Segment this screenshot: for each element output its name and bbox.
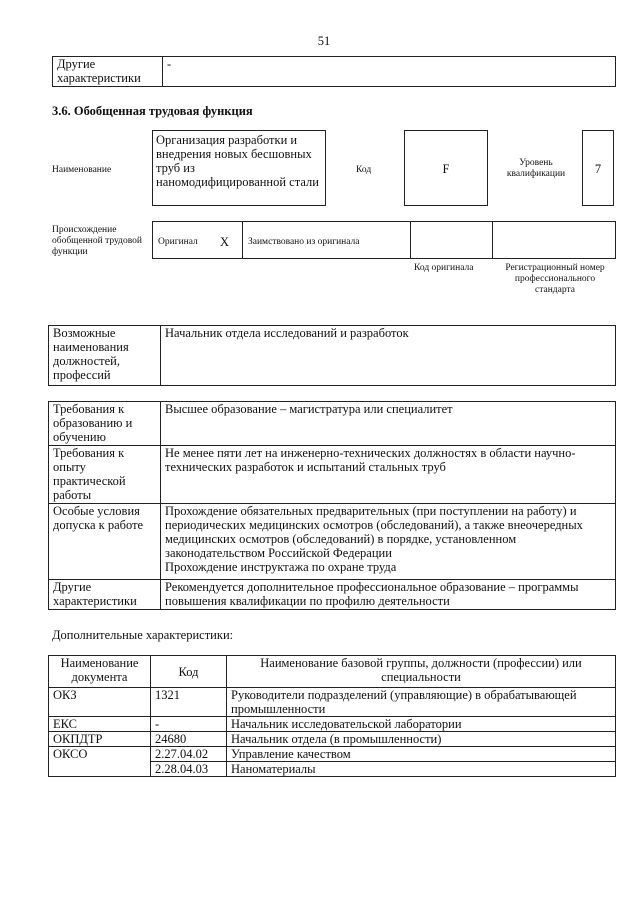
req-label: Особые условия допуска к работе — [49, 504, 161, 580]
table-row — [49, 732, 616, 747]
cell-document: ОКПДТР — [49, 732, 151, 747]
cell-name: Начальник исследовательской лаборатории — [227, 717, 616, 732]
req-value: Прохождение обязательных предварительных (при поступлении на работу) и периодических медицинских осмотров (обследований), а также внеочередных медицинских осмотров (обследований) в порядке, установленном законодательством Российской Федерации — [165, 504, 583, 560]
top-characteristics-table — [52, 56, 616, 87]
section-title: 3.6. Обобщенная трудовая функция — [52, 104, 253, 118]
table-row — [49, 580, 616, 610]
table-row — [49, 446, 616, 504]
req-value-cell — [161, 504, 616, 580]
req-label: Требования к опыту практической работы — [49, 446, 161, 504]
borrowed-label: Заимствовано из оригинала — [248, 237, 360, 247]
cell-document: ОКСО — [49, 747, 151, 777]
requirements-table — [48, 401, 616, 610]
additional-table — [48, 655, 616, 777]
table-row — [49, 747, 616, 762]
cell-code: 2.28.04.03 — [151, 762, 227, 777]
name-label: Наименование — [52, 165, 112, 175]
table-row — [49, 688, 616, 717]
level-label: Уровень квалификации — [506, 158, 566, 179]
req-value: Не менее пяти лет на инженерно-технических должностях в области научно-технических разработок и испытаний стальных труб — [161, 446, 616, 504]
positions-value: Начальник отдела исследований и разработок — [161, 326, 616, 386]
req-label: Другие характеристики — [49, 580, 161, 610]
origin-label: Происхождение обобщенной трудовой функции — [52, 225, 142, 257]
col-header-document: Наименование документа — [49, 656, 151, 688]
level-value: 7 — [594, 162, 602, 176]
code-label: Код — [356, 165, 372, 175]
cell-name: Руководители подразделений (управляющие) в обрабатывающей промышленности — [227, 688, 616, 717]
table-row — [49, 504, 616, 580]
cell-code: 2.27.04.02 — [151, 747, 227, 762]
table-row — [49, 717, 616, 732]
cell-document: ОКЗ — [49, 688, 151, 717]
additional-title: Дополнительные характеристики: — [52, 628, 234, 642]
col-header-code: Код — [151, 656, 227, 688]
cell-code: 24680 — [151, 732, 227, 747]
req-value: Рекомендуется дополнительное профессиональное образование – программы повышения квалификации по профилю деятельности — [161, 580, 616, 610]
code-original-caption: Код оригинала — [414, 263, 474, 273]
cell-name: Начальник отдела (в промышленности) — [227, 732, 616, 747]
cell-name: Наноматериалы — [227, 762, 616, 777]
code-value: F — [442, 162, 450, 176]
table-row — [49, 402, 616, 446]
top-characteristics-label: Другие характеристики — [53, 57, 163, 87]
req-value: Высшее образование – магистратура или специалитет — [161, 402, 616, 446]
top-characteristics-value: - — [163, 57, 616, 87]
reg-number-caption: Регистрационный номер профессионального стандарта — [505, 263, 605, 295]
req-value-2: Прохождение инструктажа по охране труда — [165, 560, 397, 574]
col-header-name: Наименование базовой группы, должности (профессии) или специальности — [227, 656, 616, 688]
cell-document: ЕКС — [49, 717, 151, 732]
original-mark: X — [220, 235, 230, 249]
req-label: Требования к образованию и обучению — [49, 402, 161, 446]
positions-label: Возможные наименования должностей, профессий — [49, 326, 161, 386]
cell-name: Управление качеством — [227, 747, 616, 762]
page-number: 51 — [317, 34, 331, 48]
original-label: Оригинал — [158, 237, 198, 247]
table-header-row — [49, 656, 616, 688]
cell-code: - — [151, 717, 227, 732]
positions-table — [48, 325, 616, 386]
cell-code: 1321 — [151, 688, 227, 717]
name-value: Организация разработки и внедрения новых бесшовных труб из наномодифицированной стали — [156, 133, 319, 189]
